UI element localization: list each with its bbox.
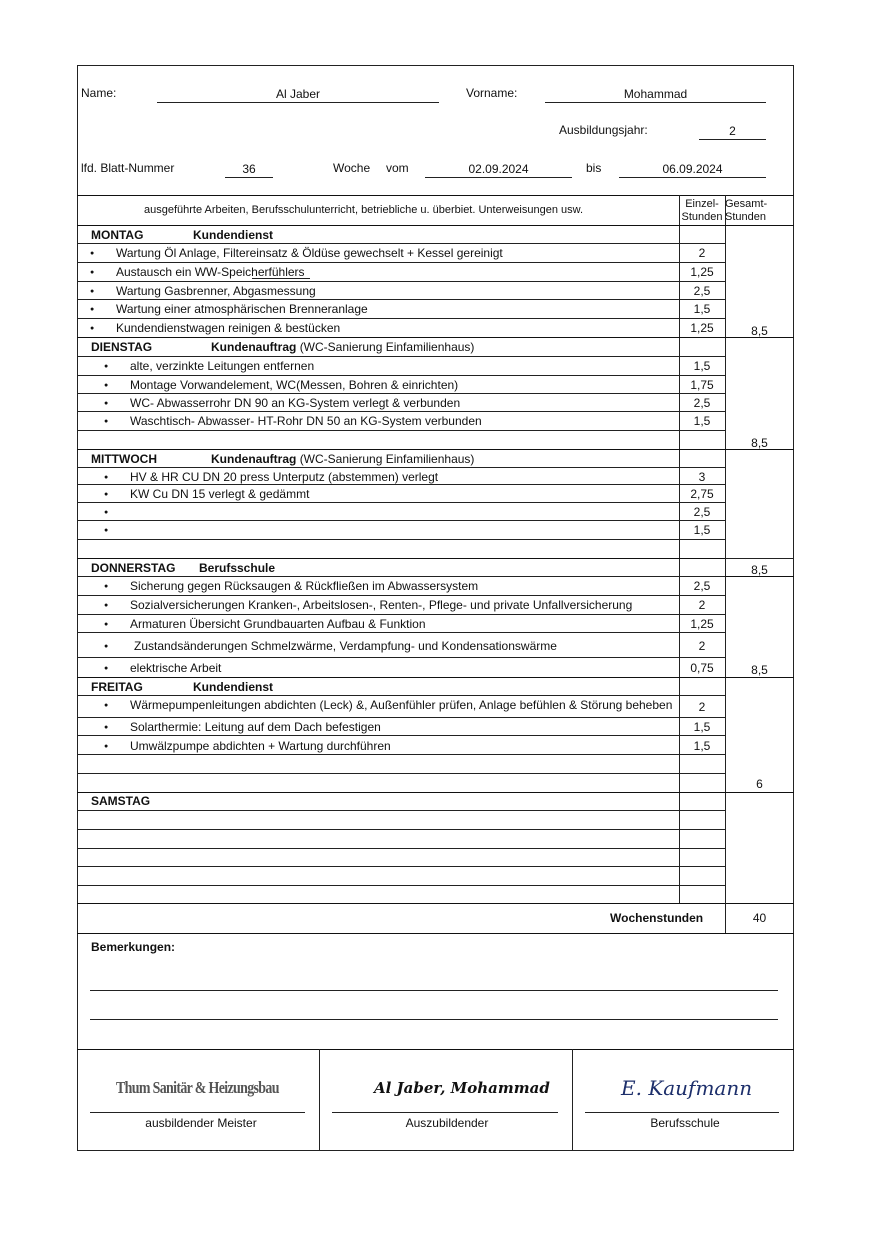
activity-hours: 2,75 — [690, 487, 714, 501]
row-line — [77, 677, 725, 678]
bullet-icon: ● — [104, 665, 109, 672]
activity-hours: 1,5 — [693, 359, 711, 373]
schule-signature: E. Kaufmann — [621, 1076, 753, 1100]
schule-signature-line — [585, 1112, 779, 1113]
ausbildungsjahr-field: 2 — [699, 123, 766, 140]
activity-hours: 1,5 — [693, 414, 711, 428]
activity-text: Armaturen Übersicht Grundbauarten Aufbau & Funktion — [130, 617, 426, 631]
row-line — [77, 614, 725, 615]
day-type-montag: Kundendienst — [193, 228, 273, 242]
activity-text: Solarthermie: Leitung auf dem Dach befestigen — [130, 720, 381, 734]
bullet-icon: ● — [104, 363, 109, 370]
activity-hours: 2,5 — [693, 284, 711, 298]
activity-hours: 1,25 — [690, 617, 714, 631]
schule-label: Berufsschule — [650, 1116, 720, 1130]
gesamt-line2: Stunden — [725, 211, 766, 223]
activity-text: alte, verzinkte Leitungen entfernen — [130, 359, 315, 373]
activity-hours: 2,5 — [693, 396, 711, 410]
wochenstunden-top-left — [77, 903, 585, 904]
row-line — [77, 695, 725, 696]
bullet-icon: ● — [104, 400, 109, 407]
azubi-signature: Al Jaber, Mohammad — [374, 1079, 550, 1097]
meister-stamp: Thum Sanitär & Heizungsbau — [116, 1078, 279, 1097]
vorname-label: Vorname: — [466, 86, 518, 100]
day-total-dienstag: 8,5 — [751, 436, 768, 450]
row-line — [77, 632, 725, 633]
row-line — [77, 318, 725, 319]
table-header-bottom — [77, 225, 794, 226]
table-top-border — [77, 195, 794, 196]
gesamt-separator — [725, 677, 794, 678]
blatt-label: lfd. Blatt-Nummer — [81, 161, 175, 175]
wochenstunden-value: 40 — [752, 911, 767, 925]
day-label-mittwoch: MITTWOCH — [91, 452, 157, 466]
text-underline — [252, 278, 310, 279]
signature-divider-1 — [319, 1049, 320, 1151]
row-line — [77, 539, 725, 540]
activity-text: Austausch ein WW-Speicherfühlers — [116, 265, 305, 279]
row-line — [77, 773, 725, 774]
activity-hours: 0,75 — [690, 661, 714, 675]
bemerkungen-line-2 — [90, 1019, 778, 1020]
day-type-donnerstag: Berufsschule — [199, 561, 276, 575]
blatt-field: 36 — [225, 161, 273, 178]
activity-text: Wartung Gasbrenner, Abgasmessung — [116, 284, 316, 298]
column-header-description: ausgeführte Arbeiten, Berufsschulunterricht, betriebliche u. überbiet. Unterweisungen usw. — [144, 204, 584, 216]
activity-hours: 2 — [698, 700, 706, 714]
day-total-montag: 8,5 — [751, 324, 768, 338]
bullet-icon: ● — [104, 382, 109, 389]
day-total-freitag: 6 — [756, 777, 763, 791]
row-line — [77, 337, 725, 338]
bullet-icon: ● — [104, 583, 109, 590]
day-type-freitag: Kundendienst — [193, 680, 273, 694]
gesamt-separator — [725, 792, 794, 793]
meister-signature-line — [90, 1112, 305, 1113]
activity-hours: 1,25 — [690, 265, 714, 279]
row-line — [77, 558, 725, 559]
activity-text: Sozialversicherungen Kranken-, Arbeitslosen-, Renten-, Pflege- und private Unfallversicherung — [130, 598, 633, 612]
row-line — [77, 467, 725, 468]
day-label-donnerstag: DONNERSTAG — [91, 561, 176, 575]
row-line — [77, 595, 725, 596]
activity-hours: 1,75 — [690, 378, 714, 392]
einzel-line1: Einzel- — [685, 198, 719, 210]
bullet-icon: ● — [104, 418, 109, 425]
day-label-dienstag: DIENSTAG — [91, 340, 153, 354]
bullet-icon: ● — [104, 474, 109, 481]
activity-text: HV & HR CU DN 20 press Unterputz (abstemmen) verlegt — [130, 470, 439, 484]
day-type-mittwoch-main: Kundenauftrag — [211, 452, 297, 466]
activity-text: Montage Vorwandelement, WC(Messen, Bohren & einrichten) — [130, 378, 459, 392]
bullet-icon: ● — [90, 306, 95, 313]
day-label-freitag: FREITAG — [91, 680, 143, 694]
bullet-icon: ● — [104, 602, 109, 609]
row-line — [77, 754, 725, 755]
row-line — [77, 735, 725, 736]
activity-hours: 3 — [698, 470, 706, 484]
bullet-icon: ● — [90, 269, 95, 276]
row-line — [77, 430, 725, 431]
column-header-gesamt — [725, 198, 773, 224]
row-line — [77, 449, 725, 450]
bemerkungen-line-1 — [90, 990, 778, 991]
wochenstunden-bottom — [77, 933, 794, 934]
row-line — [77, 848, 725, 849]
day-type-dienstag-extra: (WC-Sanierung Einfamilienhaus) — [299, 340, 475, 354]
activity-text: Wärmepumpenleitungen abdichten (Leck) &, Außenfühler prüfen, Anlage befühlen & Störung beheben — [130, 698, 673, 712]
bullet-icon: ● — [104, 643, 109, 650]
signature-block-top — [77, 1049, 794, 1050]
name-label: Name: — [81, 86, 117, 100]
day-type-mittwoch — [211, 452, 474, 466]
row-line — [77, 484, 725, 485]
activity-text: Kundendienstwagen reinigen & bestücken — [116, 321, 341, 335]
bullet-icon: ● — [104, 491, 109, 498]
row-line — [77, 657, 725, 658]
row-line — [77, 866, 725, 867]
azubi-label: Auszubildender — [405, 1116, 489, 1130]
row-line — [77, 299, 725, 300]
wochenstunden-label: Wochenstunden — [610, 911, 704, 925]
row-line — [77, 717, 725, 718]
vom-field: 02.09.2024 — [425, 161, 572, 178]
gesamt-separator — [725, 558, 794, 559]
bullet-icon: ● — [104, 621, 109, 628]
day-type-dienstag — [211, 340, 474, 354]
activity-hours: 2,5 — [693, 505, 711, 519]
activity-text: Wartung Öl Anlage, Filtereinsatz & Öldüse gewechselt + Kessel gereinigt — [116, 246, 503, 260]
activity-hours: 1,5 — [693, 302, 711, 316]
activity-hours: 1,5 — [693, 739, 711, 753]
activity-text: KW Cu DN 15 verlegt & gedämmt — [130, 487, 310, 501]
bullet-icon: ● — [90, 288, 95, 295]
row-line — [77, 356, 725, 357]
meister-label: ausbildender Meister — [145, 1116, 257, 1130]
gesamt-line1: Gesamt- — [725, 198, 768, 210]
bis-label: bis — [586, 161, 602, 175]
row-line — [77, 810, 725, 811]
row-line — [77, 792, 725, 793]
day-label-montag: MONTAG — [91, 228, 144, 242]
bullet-icon: ● — [104, 509, 109, 516]
wochenstunden-top-right — [585, 903, 794, 904]
vorname-field: Mohammad — [545, 86, 766, 103]
bemerkungen-label: Bemerkungen: — [91, 940, 176, 954]
bullet-icon: ● — [90, 250, 95, 257]
row-line — [77, 262, 725, 263]
azubi-signature-line — [332, 1112, 558, 1113]
bullet-icon: ● — [104, 527, 109, 534]
activity-hours: 1,5 — [693, 720, 711, 734]
bullet-icon: ● — [104, 743, 109, 750]
activity-hours: 2 — [698, 639, 706, 653]
bullet-icon: ● — [104, 724, 109, 731]
row-line — [77, 411, 725, 412]
bullet-icon: ● — [104, 702, 109, 709]
row-line — [77, 885, 725, 886]
activity-text: elektrische Arbeit — [130, 661, 222, 675]
row-line — [77, 393, 725, 394]
day-label-samstag: SAMSTAG — [91, 794, 151, 808]
activity-text: Zustandsänderungen Schmelzwärme, Verdampfung- und Kondensationswärme — [134, 639, 557, 653]
row-line — [77, 243, 725, 244]
bullet-icon: ● — [90, 325, 95, 332]
einzel-line2: Stunden — [681, 211, 723, 223]
row-line — [77, 375, 725, 376]
activity-hours: 2 — [698, 246, 706, 260]
vom-label: vom — [386, 161, 409, 175]
activity-text: Wartung einer atmosphärischen Brenneranlage — [116, 302, 368, 316]
activity-hours: 1,25 — [690, 321, 714, 335]
activity-hours: 1,5 — [693, 523, 711, 537]
activity-text: Umwälzpumpe abdichten + Wartung durchführen — [130, 739, 391, 753]
activity-text: WC- Abwasserrohr DN 90 an KG-System verlegt & verbunden — [130, 396, 461, 410]
day-type-dienstag-main: Kundenauftrag — [211, 340, 297, 354]
signature-divider-2 — [572, 1049, 573, 1151]
row-line — [77, 502, 725, 503]
activity-text: Waschtisch- Abwasser- HT-Rohr DN 50 an KG-System verbunden — [130, 414, 482, 428]
day-type-mittwoch-extra: (WC-Sanierung Einfamilienhaus) — [299, 452, 475, 466]
name-field: Al Jaber — [157, 86, 439, 103]
row-line — [77, 576, 725, 577]
row-line — [77, 829, 725, 830]
bis-field: 06.09.2024 — [619, 161, 766, 178]
ausbildungsjahr-label: Ausbildungsjahr: — [559, 123, 648, 137]
column-header-einzel — [679, 198, 725, 224]
activity-hours: 2,5 — [693, 579, 711, 593]
activity-text: Sicherung gegen Rücksaugen & Rückfließen im Abwassersystem — [130, 579, 479, 593]
activity-hours: 2 — [698, 598, 706, 612]
row-line — [77, 520, 725, 521]
row-line — [77, 281, 725, 282]
day-total-donnerstag: 8,5 — [751, 663, 768, 677]
woche-label: Woche — [333, 161, 371, 175]
day-total-mittwoch: 8,5 — [751, 563, 768, 577]
